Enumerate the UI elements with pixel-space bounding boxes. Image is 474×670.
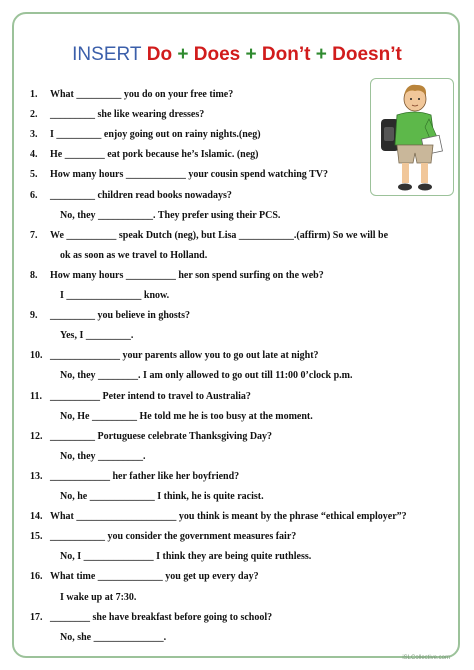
exercise-item — [30, 129, 261, 141]
item-text: No, they ___________. They prefer using their PCS. — [60, 209, 281, 221]
exercise-item — [30, 230, 388, 242]
item-text: _________ Portuguese celebrate Thanksgiving Day? — [50, 430, 273, 442]
item-text: How many hours ____________ your cousin spend watching TV? — [50, 169, 329, 181]
exercise-answer-line — [60, 551, 311, 563]
title-do: Do — [146, 44, 173, 65]
exercise-item — [30, 431, 272, 443]
item-text: No, she ______________. — [60, 631, 167, 643]
item-number: 9. — [30, 310, 38, 322]
item-text: No, they _________. — [60, 450, 146, 462]
title-plus-2: + — [245, 44, 257, 65]
item-number: 15. — [30, 531, 43, 543]
item-text: I _______________ know. — [60, 290, 170, 301]
exercise-answer-line — [60, 592, 136, 604]
item-text: How many hours __________ her son spend surfing on the web? — [50, 269, 324, 281]
item-text: ____________ her father like her boyfriend? — [50, 470, 240, 482]
item-number: 3. — [30, 129, 38, 141]
exercise-item — [30, 270, 324, 282]
exercise-answer-line — [60, 451, 146, 463]
item-text: ok as soon as we travel to Holland. — [60, 249, 208, 261]
item-number: 17. — [30, 611, 43, 623]
item-number: 7. — [30, 229, 38, 241]
exercise-item — [30, 531, 296, 543]
item-number: 16. — [30, 571, 43, 583]
title-plus-1: + — [177, 44, 189, 65]
item-text: No, he _____________ I think, he is quite racist. — [60, 491, 264, 502]
exercise-item — [30, 149, 259, 161]
exercise-item — [30, 391, 251, 403]
exercise-item — [30, 190, 232, 202]
item-number: 11. — [30, 390, 42, 402]
item-number: 1. — [30, 89, 38, 100]
exercise-answer-line — [60, 632, 166, 644]
exercise-answer-line — [60, 370, 353, 382]
item-number: 6. — [30, 189, 38, 201]
exercise-answer-line — [60, 411, 313, 423]
exercise-item — [30, 169, 328, 181]
exercise-item — [30, 571, 259, 583]
item-text: _________ you believe in ghosts? — [50, 310, 191, 322]
item-text: ________ she have breakfast before going to school? — [50, 611, 273, 623]
item-number: 8. — [30, 269, 38, 281]
item-text: He ________ eat pork because he’s Islamic. (neg) — [50, 149, 259, 161]
title-insert: INSERT — [72, 44, 142, 65]
footer-credit: iSLCollective.com — [402, 655, 450, 661]
exercise-item — [30, 89, 233, 101]
item-text: No, I ______________ I think they are being quite ruthless. — [60, 551, 312, 563]
item-text: _________ children read books nowadays? — [50, 189, 232, 201]
title-plus-3: + — [315, 44, 327, 65]
item-text: __________ Peter intend to travel to Australia? — [50, 390, 251, 402]
exercise-answer-line — [60, 250, 207, 262]
exercise-item — [30, 612, 272, 624]
exercise-answer-line — [60, 491, 264, 503]
exercise-answer-line — [60, 210, 280, 222]
item-number: 4. — [30, 149, 38, 161]
item-text: I wake up at 7:30. — [60, 591, 137, 603]
exercise-item — [30, 310, 190, 322]
item-text: We __________ speak Dutch (neg), but Lisa ___________.(affirm) So we will be — [50, 229, 389, 241]
item-number: 12. — [30, 430, 43, 442]
item-text: I _________ enjoy going out on rainy nights.(neg) — [50, 129, 261, 141]
item-text: What ____________________ you think is meant by the phrase “ethical employer”? — [50, 511, 407, 523]
item-number: 2. — [30, 109, 38, 121]
item-text: No, they ________. I am only allowed to go out till 11:00 0’clock p.m. — [60, 370, 353, 382]
item-text: What _________ you do on your free time? — [50, 89, 234, 100]
item-text: ___________ you consider the government measures fair? — [50, 531, 297, 543]
title-does: Does — [193, 44, 241, 65]
item-number: 14. — [30, 511, 43, 523]
item-text: ______________ your parents allow you to go out late at night? — [50, 350, 319, 362]
exercise-item — [30, 109, 204, 121]
item-text: What time _____________ you get up every day? — [50, 571, 259, 583]
exercise-answer-line — [60, 330, 133, 342]
exercise-answer-line — [60, 290, 169, 302]
title-dont: Don’t — [261, 44, 311, 65]
exercise-item — [30, 350, 319, 362]
item-number: 10. — [30, 350, 43, 362]
exercise-item — [30, 471, 239, 483]
item-text: No, He _________ He told me he is too busy at the moment. — [60, 410, 313, 422]
item-text: Yes, I _________. — [60, 330, 134, 342]
item-text: _________ she like wearing dresses? — [50, 109, 205, 121]
exercise-item — [30, 511, 407, 523]
item-number: 5. — [30, 169, 38, 181]
item-number: 13. — [30, 470, 43, 482]
title-doesnt: Doesn’t — [332, 44, 402, 65]
